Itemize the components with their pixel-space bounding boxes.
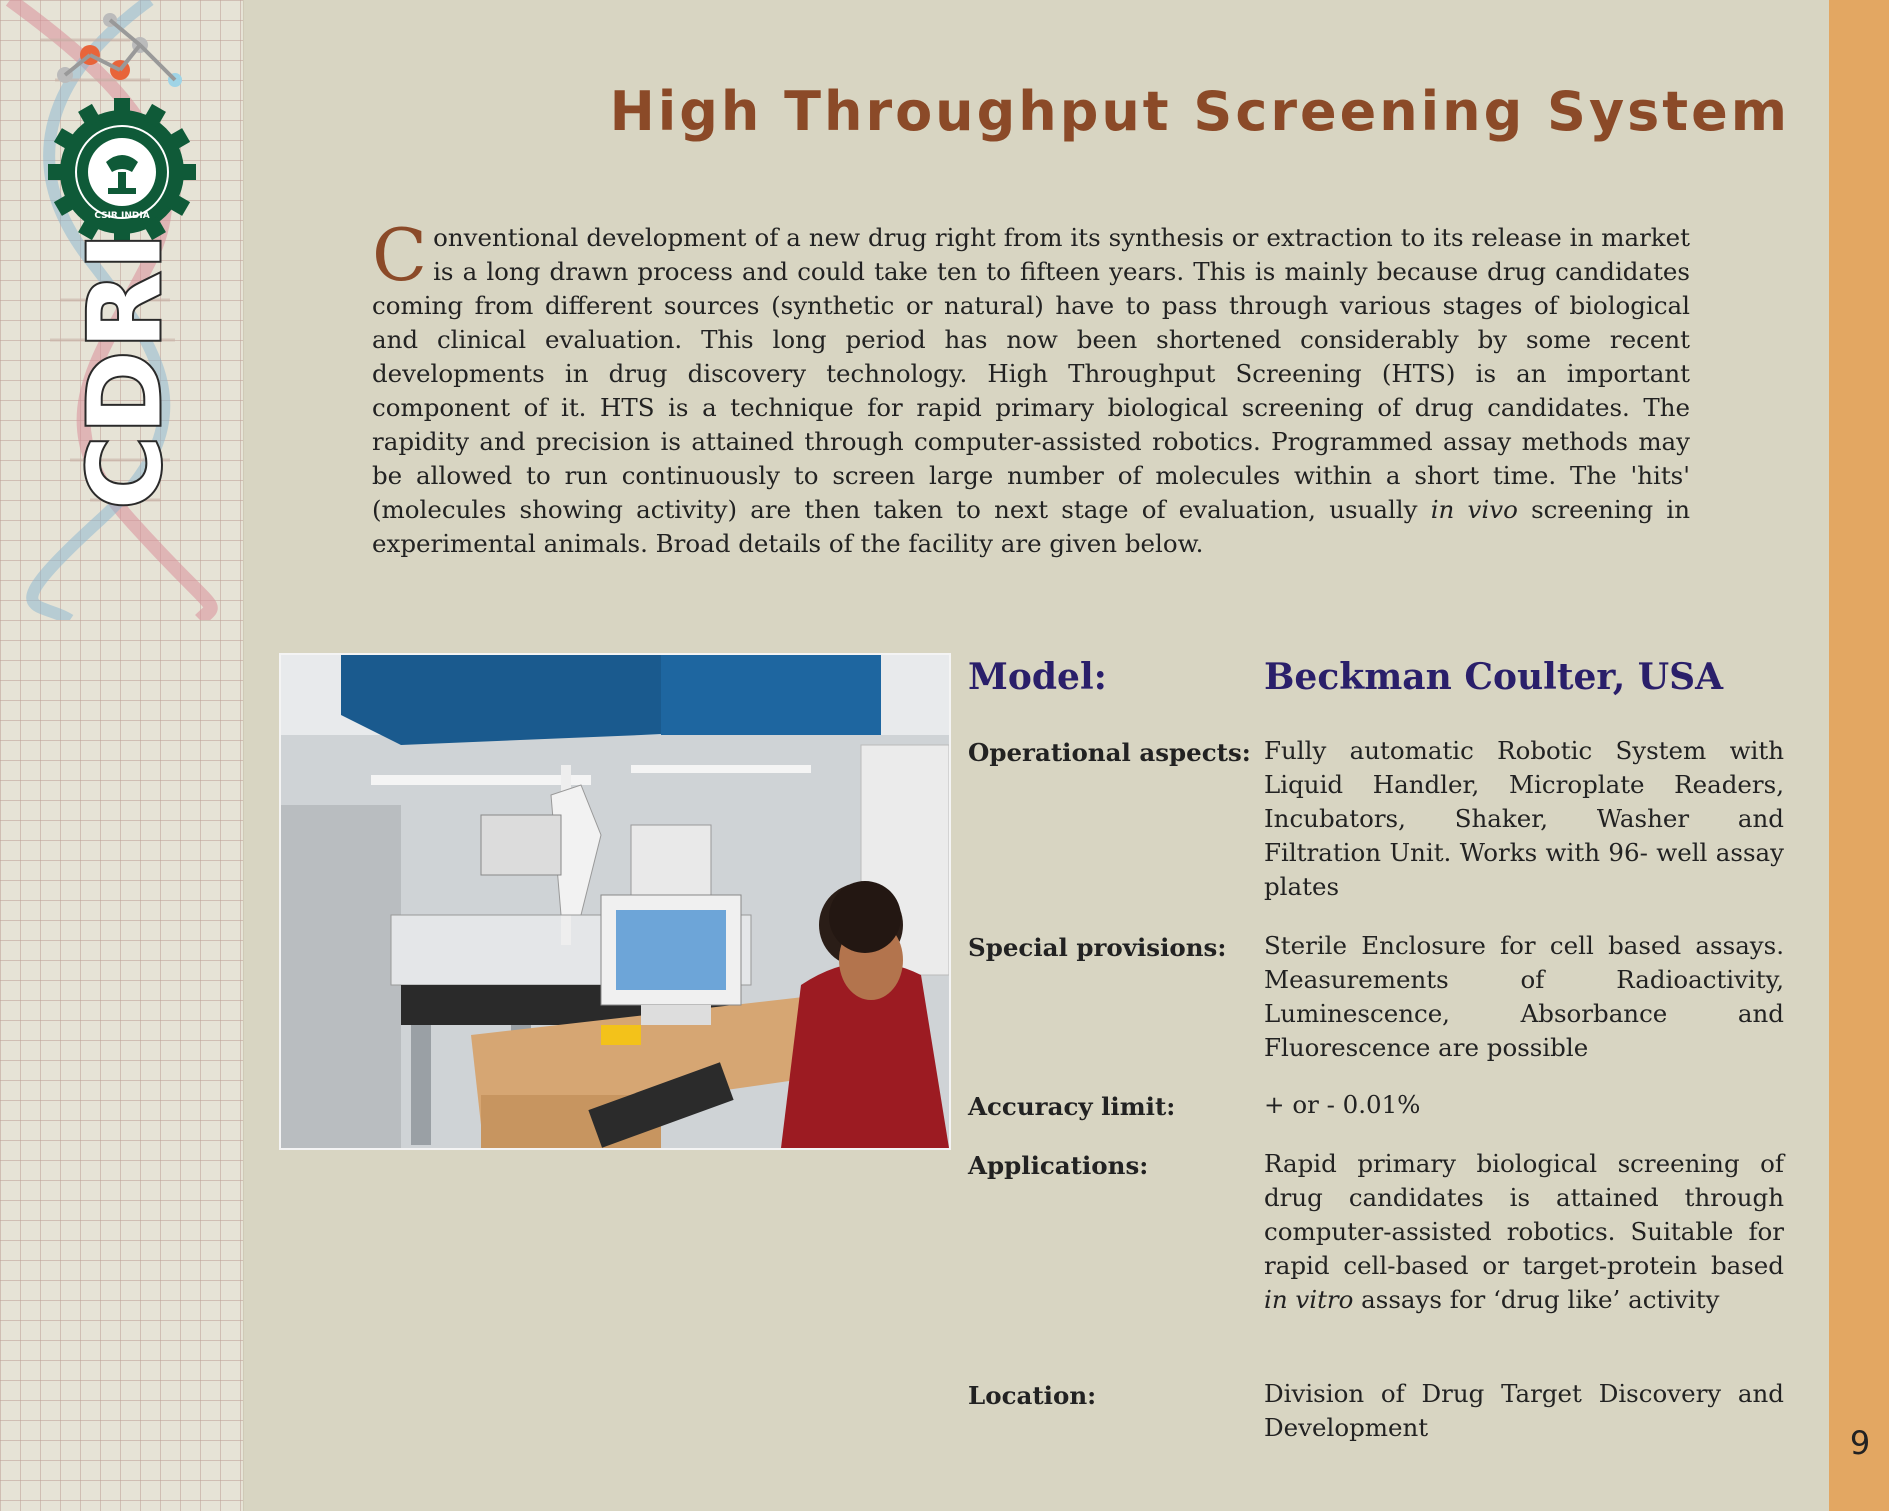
- applications-italic: in vitro: [1264, 1285, 1354, 1314]
- accuracy-limit-label: Accuracy limit:: [968, 1092, 1176, 1121]
- applications-value: [1264, 1147, 1784, 1317]
- intro-text: onventional development of a new drug right from its synthesis or extraction to its release in market is a long drawn process and could take ten to fifteen years. This is mainly because drug candidates coming from different sources (synthetic or natural) have to pass through various stages of biological and clinical evaluation. This long period has now been shortened considerably by some recent developments in drug discovery technology. High Throughput Screening (HTS) is an important component of it. HTS is a technique for rapid primary biological screening of drug candidates. The rapidity and precision is attained through computer-assisted robotics. Programmed assay methods may be allowed to run continuously to screen large number of molecules within a short time. The 'hits' (molecules showing activity) are then taken to next stage of evaluation, usually: [372, 223, 1690, 524]
- drop-cap: C: [372, 213, 428, 297]
- cdri-logo-text: CDRI: [66, 230, 184, 510]
- lab-photo: [279, 653, 951, 1150]
- location-value: Division of Drug Target Discovery and Development: [1264, 1379, 1784, 1442]
- operational-aspects-label: Operational aspects:: [968, 738, 1251, 767]
- page-title: High Throughput Screening System: [609, 80, 1790, 143]
- emblem-caption: CSIR INDIA: [94, 211, 150, 221]
- applications-text: Rapid primary biological screening of drug candidates is attained through computer-assisted robotics. Suitable for rapid cell-based or target-protein based: [1264, 1149, 1784, 1280]
- intro-tail: screening in experimental animals. Broad details of the facility are given below.: [372, 495, 1690, 558]
- intro-italic: in vivo: [1430, 495, 1518, 524]
- special-provisions-label: Special provisions:: [968, 933, 1227, 962]
- applications-label: Applications:: [968, 1151, 1149, 1180]
- model-label: Model:: [968, 656, 1107, 698]
- model-value: Beckman Coulter, USA: [1264, 656, 1724, 698]
- robotic-lab-illustration: [281, 655, 949, 1148]
- right-accent-bar: [1829, 0, 1889, 1511]
- accuracy-limit-value: + or - 0.01%: [1264, 1090, 1421, 1119]
- applications-tail: assays for ‘drug like’ activity: [1353, 1285, 1720, 1314]
- csir-emblem-logo: [46, 96, 198, 248]
- operational-aspects-value: Fully automatic Robotic System with Liquid Handler, Microplate Readers, Incubators, Shaker, Washer and Filtration Unit. Works with 96- well assay plates: [1264, 736, 1784, 901]
- decorative-sidebar: [0, 0, 244, 1511]
- intro-paragraph: [372, 213, 1690, 561]
- special-provisions-value: Sterile Enclosure for cell based assays. Measurements of Radioactivity, Luminescence, Absorbance and Fluorescence are possible: [1264, 931, 1784, 1062]
- location-label: Location:: [968, 1381, 1097, 1410]
- page-number: 9: [1849, 1424, 1871, 1462]
